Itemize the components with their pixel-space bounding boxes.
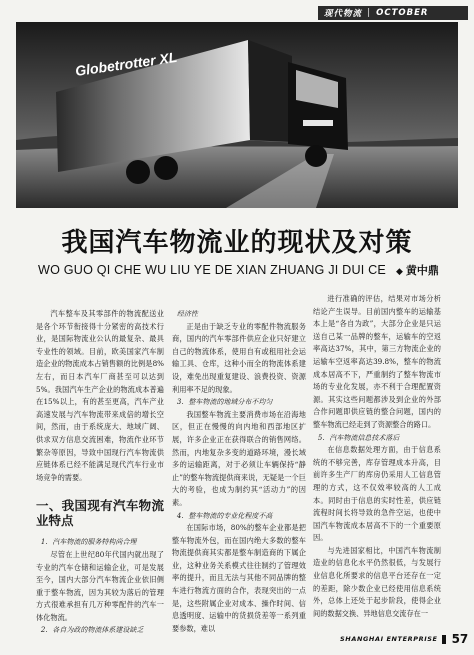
paragraph: 汽车整车及其零部件的物流配送业是各个环节衔接得十分紧密的高技术行业，是国际物流业公认的最复杂、最具专业性的领域。目前，欧美国家汽车制造企业的物流成本占销售额的比例是8%左右，而日本汽车厂商甚至可以达到5%。我国汽车生产企业的物流成本普遍在15%以上，有的甚至更高，汽车产业高速发展与汽车物流带来成倍的增长空间，然而，由于系统庞大、地域广阔、供求双方信息交流困难，物流作业环节繁杂等原因，导致中国现行汽车物流供应链体系已经不能满足现代汽车行业市场竞争的需要。 <box>36 309 164 482</box>
bullet-icon: ◆ <box>396 267 403 277</box>
page-number: 57 <box>451 632 469 646</box>
paragraph: 尽管在上世纪80年代国内就出现了专业的汽车仓储和运输企业，可是发展至今，国内大部分汽车物流企业依旧侧重于整车物流，因为其较为落后的管理方式很难承担有几万种零配件的汽车一体化物流。 <box>36 549 164 622</box>
truck-photo-illustration <box>16 22 458 208</box>
subheading: 2．各自为政的物流体系建设缺乏 <box>40 626 144 635</box>
masthead-section: 现代物流 <box>324 9 363 19</box>
truck-logo-text: Globetrotter XL <box>74 48 179 79</box>
subheading: 5．汽车物流信息技术落后 <box>317 433 400 442</box>
paragraph: 正是由于缺乏专业的零配件物流服务商，国内的汽车零部件供应企业只好建立自己的物流体系，使用自有或租用社会运输工具、仓库，这种小而全的物流体系建设，难免出现重复建设、浪费投资、资源利用率不足的现象。 <box>172 321 306 394</box>
subheading-continued: 经济性 <box>176 310 198 318</box>
paragraph: 进行准确的评估，结果对市场分析结论产生误导。目前国内整车的运输基本上是“各自为政”，大部分企业是只运送自己某一品牌的整车，运输车的空返率高达37%，其中，第三方物流企业的运输车空返率高达39.8%，整车的物流成本居高不下，严重制约了整车物流市场的专业化发展，亦不利于合理配置资源。其实这些问题都涉及到企业的外部合作问题即供应链的整合问题，国内的整车物流已经走到了资源整合的路口。 <box>313 294 441 429</box>
section-masthead <box>318 6 468 20</box>
footer-magazine-name: SHANGHAI ENTERPRISE <box>340 635 438 643</box>
text-column-1 <box>36 308 164 637</box>
truck-photo <box>16 22 458 208</box>
page-footer <box>340 632 468 646</box>
author-name: 黄中鼎 <box>405 264 439 277</box>
subheading: 4．整车物流的专业化程度不高 <box>176 511 273 520</box>
paragraph: 与先进国家相比，中国汽车物流制造业的信息化水平仍然很低，与发展行业信息化所要求的信息平台还存在一定的差距，除少数企业已经使用信息系统外，总体上还处于起步阶段，使得企业间的数据交换、异地信息交流存在一 <box>313 545 441 618</box>
article-title-pinyin: WO GUO QI CHE WU LIU YE DE XIAN ZHUANG JI DUI CE <box>38 263 387 277</box>
text-column-3 <box>313 293 441 620</box>
footer-divider <box>442 635 446 644</box>
paragraph: 在国际市场，80%的整车企业都是把整车物流外包，而在国内绝大多数的整车物流提供商其实都是整车制造商的下属企业，这种业务关系模式往往制约了管理效率的提升，而且无法与其他不同品牌的整车进行物流方面的合作，表现突出的一点是，这些附属企业对成本、操作时间、信息透明度、运输中的货损货差等一系列重要参数，难以 <box>172 523 306 633</box>
paragraph: 在信息数据处理方面，由于信息系统的不够完善，库存管理成本升高，目前许多生产厂的库房仍采用人工信息管理的方式，这不仅效率较高的人工成本。同时由于信息的实时性差，供应链流程时间长将导致的急件空运，也使中国汽车物流成本居高不下的一个重要原因。 <box>313 445 441 543</box>
paragraph: 我国整车物流主要消费市场在沿海地区，但正在慢慢的向内地和西部地区扩展，许多企业正在获得联合的销售网络。然而，内地复杂多变的道路环境，漫长域多的运输距离，对于必须让车辆保持“静止”的整车物流提供商来说，无疑是一个巨大的考验，也成为制约其“活动力”的因素。 <box>172 409 306 507</box>
text-column-2 <box>172 308 306 635</box>
article-title: 我国汽车物流业的现状及对策 <box>61 228 413 258</box>
subheading: 3．整车物流的地域分布不均匀 <box>176 398 273 407</box>
masthead-separator: | <box>367 8 372 18</box>
masthead-month: OCTOBER <box>376 8 429 18</box>
subheading: 1．汽车物流的服务特构尚合理 <box>40 538 137 547</box>
section-heading: 一、我国现有汽车物流业特点 <box>36 498 164 529</box>
author-byline <box>396 262 439 278</box>
